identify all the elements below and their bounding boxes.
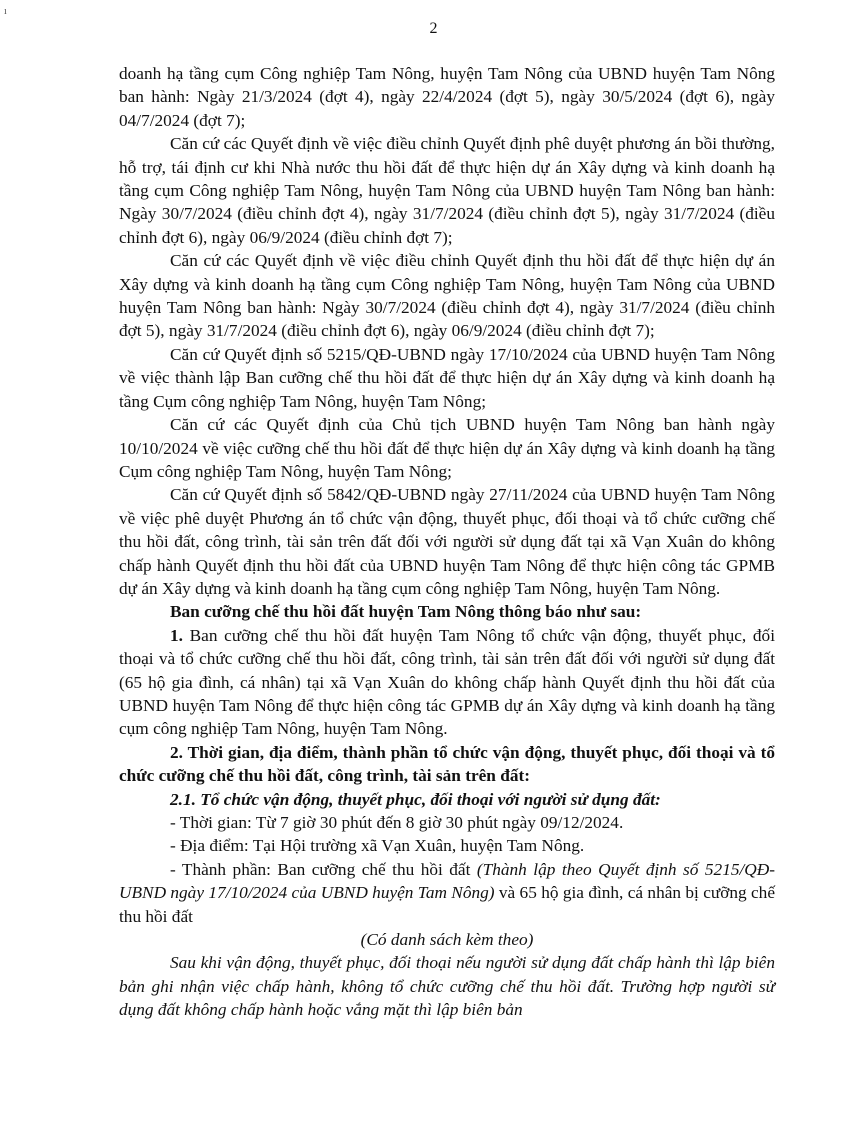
attached-list-note: (Có danh sách kèm theo) [360,930,534,950]
item-1 [119,624,775,741]
announcement-heading: Ban cưỡng chế thu hồi đất huyện Tam Nông thông báo như sau: [170,602,642,622]
closing-paragraph: Sau khi vận động, thuyết phục, đối thoại nếu người sử dụng đất chấp hành thì lập biên bản ghi nhận việc chấp hành, không tổ chức cưỡng chế thu hồi đất. Trường hợp người sử dụng đất không chấp hành hoặc vắng mặt thì lập biên bản [119,953,775,1020]
document-body [119,62,775,1022]
paragraph-legal-basis-committee: Căn cứ Quyết định số 5215/QĐ-UBND ngày 17/10/2024 của UBND huyện Tam Nông về việc thành lập Ban cưỡng chế thu hồi đất để thực hiện dự án Xây dựng và kinh doanh hạ tầng Cụm công nghiệp Tam Nông, huyện Tam Nông; [119,344,775,411]
item-1-text: Ban cưỡng chế thu hồi đất huyện Tam Nông tổ chức vận động, thuyết phục, đối thoại và tổ chức cưỡng chế thu hồi đất, công trình, tài sản trên đất đối với người sử dụng đất (65 hộ gia đình, cá nhân) tại xã Vạn Xuân do không chấp hành Quyết định thu hồi đất của UBND huyện Tam Nông để thực hiện công tác GPMB dự án Xây dựng và kinh doanh hạ tầng cụm công nghiệp Tam Nông, huyện Tam Nông. [119,625,775,739]
paragraph-legal-basis-enforcement: Căn cứ các Quyết định của Chủ tịch UBND huyện Tam Nông ban hành ngày 10/10/2024 về việc cưỡng chế thu hồi đất để thực hiện dự án Xây dựng và kinh doanh hạ tầng Cụm công nghiệp Tam Nông, huyện Tam Nông; [119,415,775,481]
item-2-1-heading: 2.1. Tổ chức vận động, thuyết phục, đối thoại với người sử dụng đất: [170,789,661,809]
paragraph-continuation: doanh hạ tầng cụm Công nghiệp Tam Nông, huyện Tam Nông của UBND huyện Tam Nông ban hành: Ngày 21/3/2024 (đợt 4), ngày 22/4/2024 (đợt 5), ngày 30/5/2024 (đợt 6), ngày 04/7/2024 (đợt 7); [119,64,775,130]
item-2-heading: 2. Thời gian, địa điểm, thành phần tổ chức vận động, thuyết phục, đối thoại và tổ chức cưỡng chế thu hồi đất, công trình, tài sản trên đất: [119,742,775,786]
time-line: - Thời gian: Từ 7 giờ 30 phút đến 8 giờ 30 phút ngày 09/12/2024. [170,813,624,832]
members-label: - Thành phần: Ban cưỡng chế thu hồi đất [170,859,477,879]
members-households: và 65 hộ gia đình, cá nhân bị cưỡng chế thu hồi đất [119,883,775,926]
scan-artifact-mark: ı [4,6,7,17]
members-reference: (Thành lập theo Quyết định số 5215/QĐ-UBND ngày 17/10/2024 của UBND huyện Tam Nông) [119,859,775,903]
paragraph-legal-basis-compensation: Căn cứ các Quyết định về việc điều chỉnh Quyết định phê duyệt phương án bồi thường, hỗ trợ, tái định cư khi Nhà nước thu hồi đất để thực hiện dự án Xây dựng và kinh doanh hạ tầng cụm Công nghiệp Tam Nông, huyện Tam Nông của UBND huyện Tam Nông ban hành: Ngày 30/7/2024 (điều chỉnh đợt 4), ngày 31/7/2024 (điều chỉnh đợt 5), ngày 31/7/2024 (điều chỉnh đợt 6), ngày 06/9/2024 (điều chỉnh đợt 7); [119,134,775,247]
paragraph-legal-basis-recovery: Căn cứ các Quyết định về việc điều chỉnh Quyết định thu hồi đất để thực hiện dự án Xây dựng và kinh doanh hạ tầng cụm Công nghiệp Tam Nông, huyện Tam Nông của UBND huyện Tam Nông ban hành: Ngày 30/7/2024 (điều chỉnh đợt 4), ngày 31/7/2024 (điều chỉnh đợt 5), ngày 31/7/2024 (điều chỉnh đợt 6), ngày 06/9/2024 (điều chỉnh đợt 7); [119,251,775,341]
place-line: - Địa điểm: Tại Hội trường xã Vạn Xuân, huyện Tam Nông. [170,836,585,856]
item-1-number: 1. [170,625,183,645]
members-line [119,858,775,928]
page-number: 2 [429,20,438,37]
paragraph-legal-basis-plan: Căn cứ Quyết định số 5842/QĐ-UBND ngày 27/11/2024 của UBND huyện Tam Nông về việc phê duyệt Phương án tổ chức vận động, thuyết phục, đối thoại và tổ chức cưỡng chế thu hồi đất, công trình, tài sản trên đất đối với người sử dụng đất tại xã Vạn Xuân do không chấp hành Quyết định thu hồi đất của UBND huyện Tam Nông để thực hiện công tác GPMB dự án Xây dựng và kinh doanh hạ tầng cụm công nghiệp Tam Nông, huyện Tam Nông. [119,485,775,598]
